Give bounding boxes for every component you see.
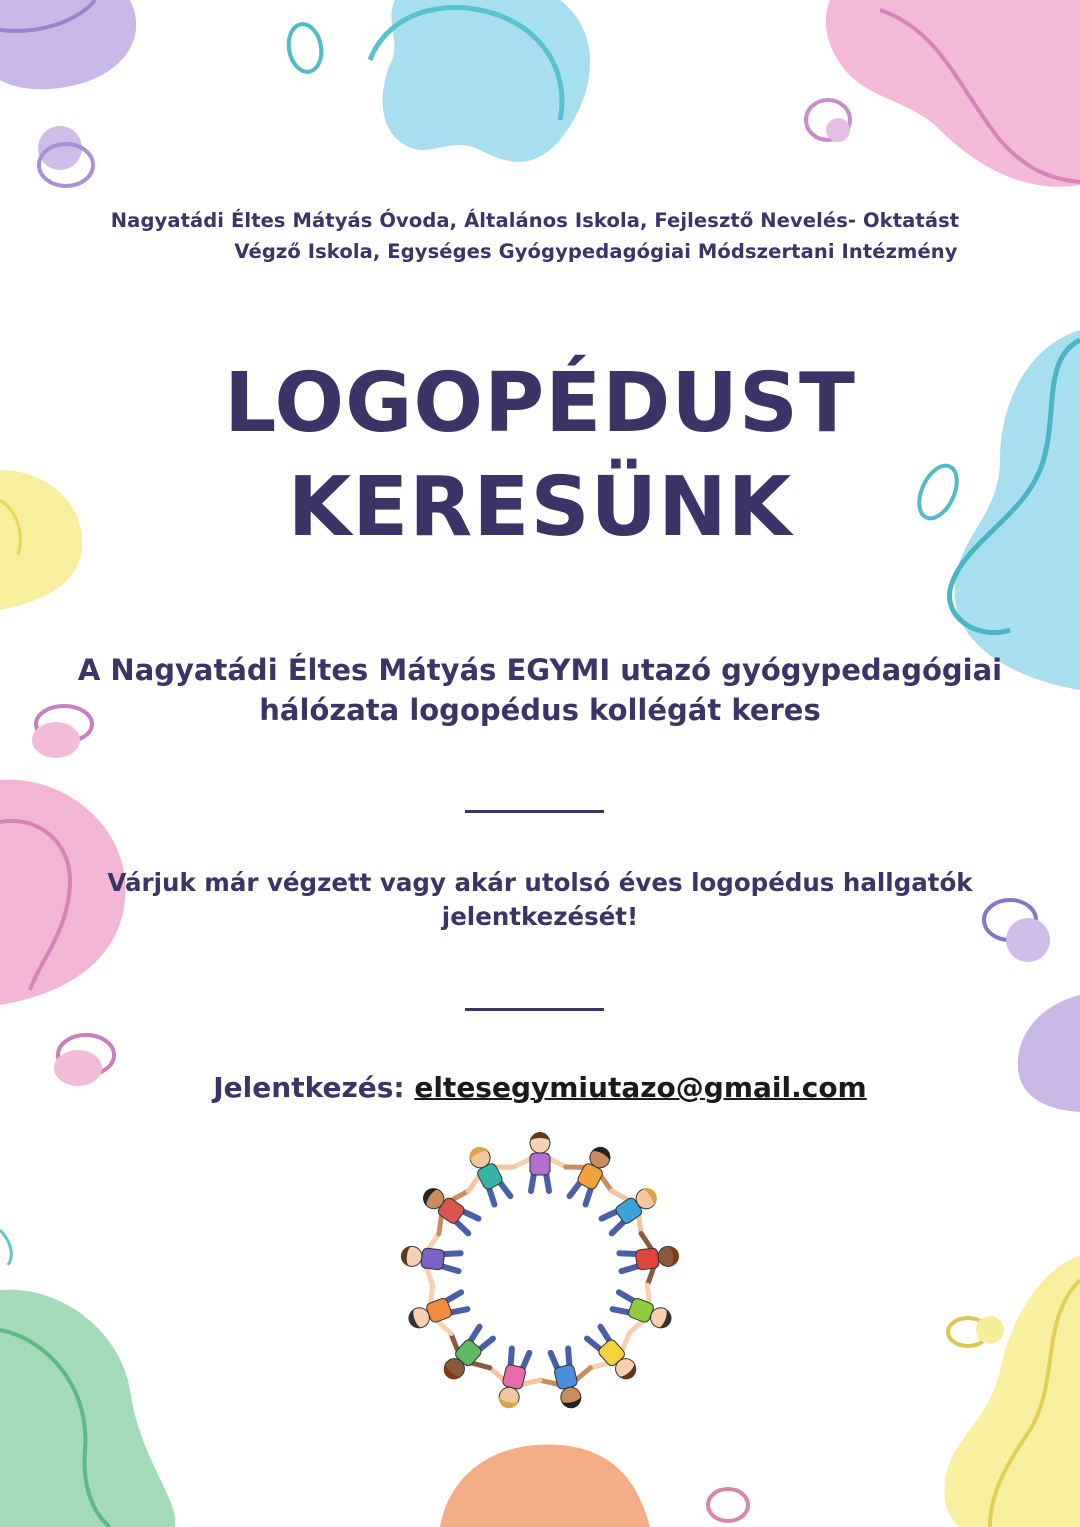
invitation-line-1: Várjuk már végzett vagy akár utolsó éves logopédus hallgatók — [107, 868, 973, 897]
contact-label: Jelentkezés: — [213, 1071, 405, 1104]
child-figure — [534, 1344, 599, 1414]
children-circle-illustration — [380, 1122, 700, 1422]
lead-paragraph — [0, 650, 1080, 730]
page-title — [0, 352, 1080, 560]
child-figure — [400, 1276, 474, 1346]
child-figure — [481, 1344, 546, 1414]
institution-name — [0, 205, 1080, 267]
contact-line — [0, 1068, 1080, 1108]
lead-line-1: A Nagyatádi Éltes Mátyás EGYMI utazó gyógypedagógiai — [77, 653, 1003, 687]
child-figure — [617, 1229, 682, 1288]
child-figure — [555, 1136, 628, 1212]
title-line-1: LOGOPÉDUST — [224, 356, 856, 451]
divider-2 — [465, 1008, 604, 1011]
child-figure — [574, 1315, 652, 1394]
child-figure — [514, 1132, 566, 1191]
child-figure — [398, 1229, 463, 1288]
lead-line-2: hálózata logopédus kollégát keres — [259, 693, 821, 727]
title-line-2: KERESÜNK — [287, 460, 793, 555]
child-figure — [452, 1136, 525, 1212]
institution-line-2: Végző Iskola, Egységes Gyógypedagógiai Módszertani Intézmény — [234, 240, 958, 263]
invitation-line-2: jelentkezését! — [441, 902, 639, 931]
invitation-paragraph — [0, 866, 1080, 934]
child-figure — [428, 1315, 506, 1394]
divider-1 — [465, 810, 604, 813]
institution-line-1: Nagyatádi Éltes Mátyás Óvoda, Általános Iskola, Fejlesztő Nevelés- Oktatást — [110, 209, 960, 232]
email-link[interactable]: eltesegymiutazo@gmail.com — [414, 1071, 867, 1104]
child-figure — [606, 1276, 680, 1346]
